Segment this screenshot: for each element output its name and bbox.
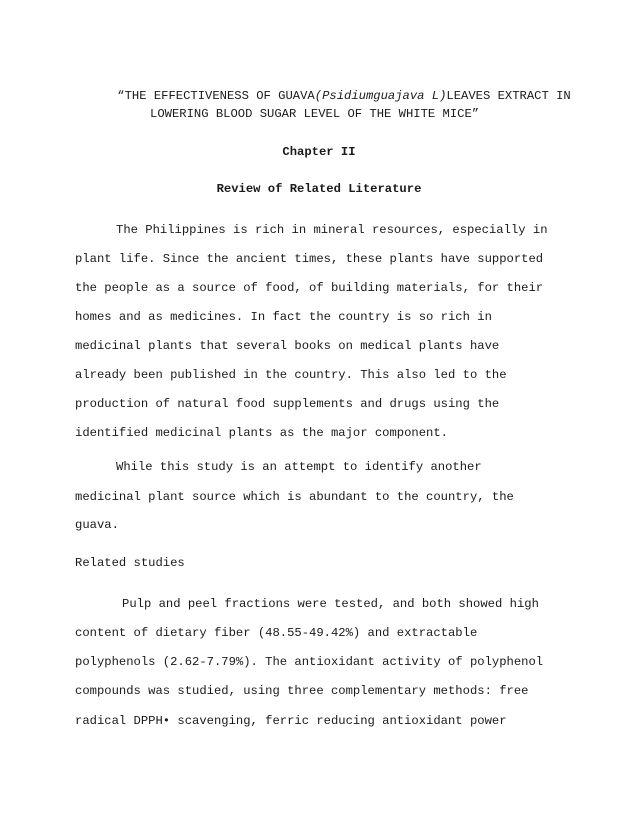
paragraph-1-line: The Philippines is rich in mineral resources, especially in	[116, 223, 548, 237]
paragraph-3-line: content of dietary fiber (48.55-49.42%) and extractable	[75, 626, 478, 640]
paragraph-1-line: production of natural food supplements and drugs using the	[75, 397, 500, 411]
related-studies-heading: Related studies	[75, 556, 185, 570]
scientific-name: (Psidiumguajava L)	[314, 89, 447, 103]
paragraph-3-line: polyphenols (2.62-7.79%). The antioxidant activity of polyphenol	[75, 655, 544, 669]
paragraph-2-line: guava.	[75, 518, 119, 532]
paragraph-1-line: homes and as medicines. In fact the country is so rich in	[75, 310, 492, 324]
title-text-end: LEAVES EXTRACT IN	[446, 89, 571, 103]
paragraph-2-line: While this study is an attempt to identify another	[116, 460, 482, 474]
paragraph-3-line: Pulp and peel fractions were tested, and both showed high	[122, 597, 539, 611]
paragraph-1-line: already been published in the country. This also led to the	[75, 368, 507, 382]
paragraph-1-line: the people as a source of food, of building materials, for their	[75, 281, 544, 295]
paragraph-1-line: medicinal plants that several books on medical plants have	[75, 339, 500, 353]
title-text-start: “THE EFFECTIVENESS OF GUAVA	[117, 89, 315, 103]
section-heading: Review of Related Literature	[216, 182, 422, 196]
paragraph-3-line: radical DPPH• scavenging, ferric reducing antioxidant power	[75, 714, 507, 728]
chapter-heading: Chapter II	[282, 145, 356, 159]
title-line-2: LOWERING BLOOD SUGAR LEVEL OF THE WHITE MICE”	[150, 107, 480, 121]
paragraph-1-line: plant life. Since the ancient times, these plants have supported	[75, 252, 544, 266]
paragraph-2-line: medicinal plant source which is abundant to the country, the	[75, 490, 514, 504]
paragraph-3-line: compounds was studied, using three complementary methods: free	[75, 684, 529, 698]
paragraph-1-line: identified medicinal plants as the major component.	[75, 426, 448, 440]
